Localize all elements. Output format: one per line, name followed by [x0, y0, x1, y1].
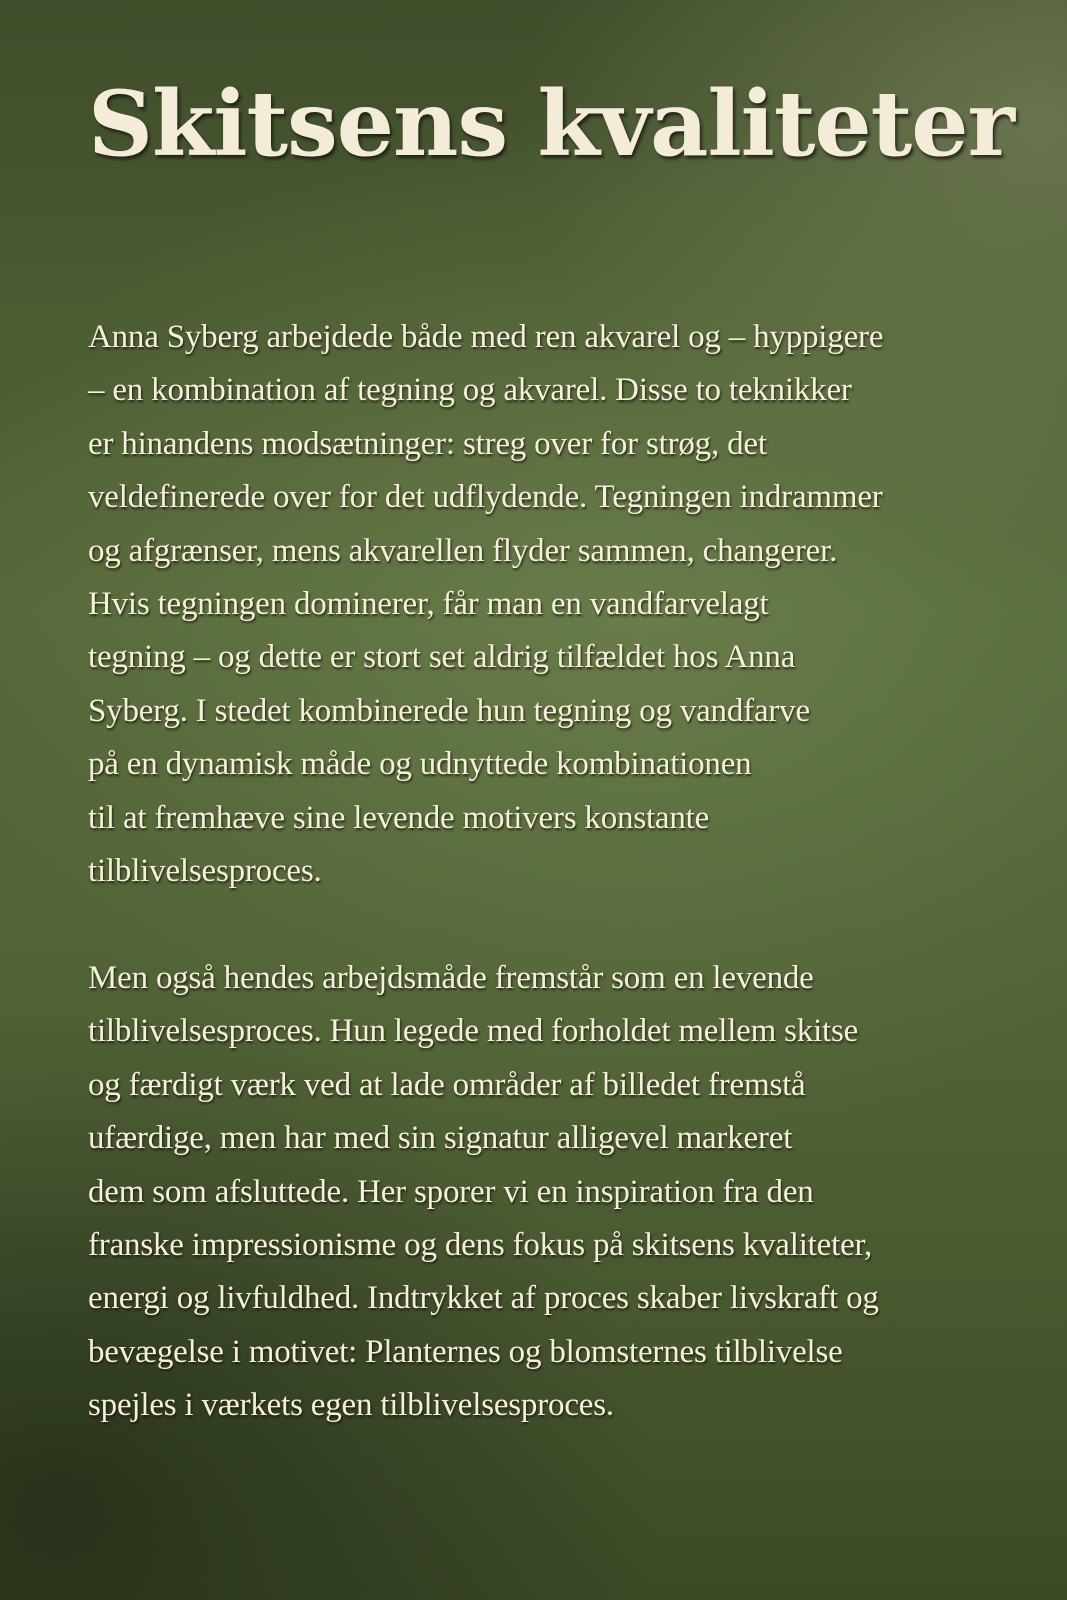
paragraph-line: tilblivelsesproces. Hun legede med forholdet mellem skitse — [88, 1013, 859, 1050]
paragraph-line: energi og livfuldhed. Indtrykket af proces skaber livskraft og — [88, 1280, 879, 1317]
paragraph-line: – en kombination af tegning og akvarel. Disse to teknikker — [88, 372, 852, 409]
paragraph-line: er hinandens modsætninger: streg over for strøg, det — [88, 425, 767, 462]
paragraph-line: Anna Syberg arbejdede både med ren akvarel og – hyppigere — [88, 319, 884, 355]
panel-title: Skitsens kvaliteter — [88, 71, 1014, 177]
paragraph-line: tegning – og dette er stort set aldrig tilfældet hos Anna — [88, 639, 796, 676]
paragraph-line: spejles i værkets egen tilblivelsesproces. — [88, 1387, 614, 1424]
paragraph-line: til at fremhæve sine levende motivers konstante — [88, 799, 710, 836]
paragraph-line: og færdigt værk ved at lade områder af billedet fremstå — [88, 1066, 806, 1103]
paragraph-1 — [88, 311, 1048, 898]
paragraph-line: bevægelse i motivet: Planternes og blomsternes tilblivelse — [88, 1333, 843, 1370]
paragraph-line: dem som afsluttede. Her sporer vi en inspiration fra den — [88, 1173, 814, 1210]
paragraph-line: Men også hendes arbejdsmåde fremstår som en levende — [88, 960, 814, 996]
paragraph-line: og afgrænser, mens akvarellen flyder sammen, changerer. — [88, 532, 838, 569]
paragraph-line: veldefinerede over for det udflydende. Tegningen indrammer — [88, 479, 883, 516]
paragraph-line: Syberg. I stedet kombinerede hun tegning og vandfarve — [88, 692, 810, 729]
paragraph-line: Hvis tegningen dominerer, får man en vandfarvelagt — [88, 586, 769, 623]
paragraph-line: ufærdige, men har med sin signatur alligevel markeret — [88, 1120, 793, 1157]
paragraph-line: franske impressionisme og dens fokus på skitsens kvaliteter, — [88, 1227, 873, 1264]
paragraph-line: på en dynamisk måde og udnyttede kombinationen — [88, 746, 752, 783]
paragraph-2 — [88, 952, 1048, 1433]
paragraph-line: tilblivelsesproces. — [88, 853, 322, 890]
